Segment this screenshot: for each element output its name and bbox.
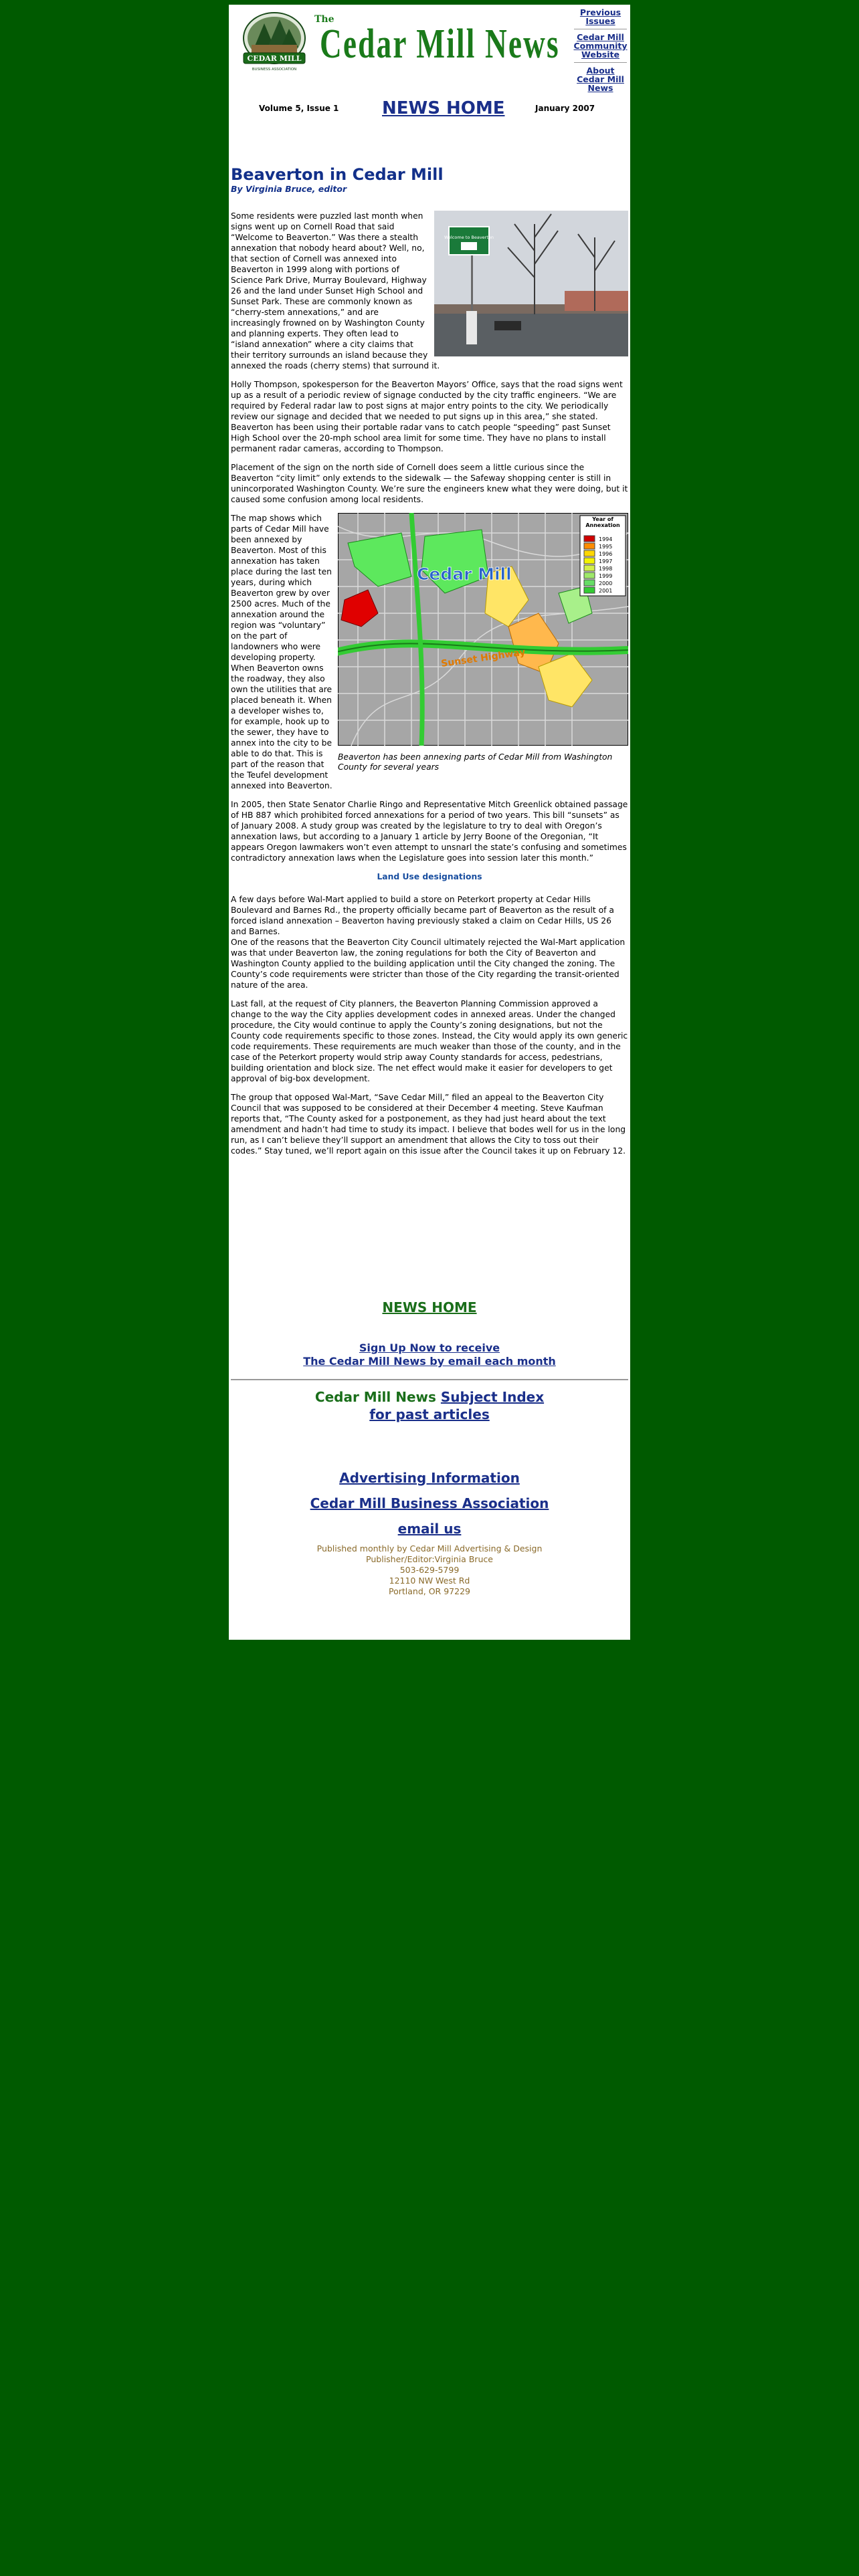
legend-label: 2000 — [599, 580, 613, 586]
legend-label: 1994 — [599, 536, 613, 542]
publisher-info — [231, 1543, 628, 1597]
cedar-mill-logo — [234, 9, 314, 76]
legend-label: 1996 — [599, 551, 613, 557]
pub-line: 12110 NW West Rd — [389, 1576, 470, 1586]
news-home-link-bottom[interactable]: NEWS HOME — [382, 1299, 477, 1315]
subject-index-link-2[interactable]: for past articles — [369, 1406, 490, 1422]
masthead-the: The — [314, 14, 335, 25]
pub-line: Published monthly by Cedar Mill Advertising & Design — [316, 1543, 543, 1553]
nav-about[interactable]: About Cedar Mill News — [577, 66, 624, 93]
pub-line: Portland, OR 97229 — [389, 1586, 470, 1596]
legend-label: 1997 — [599, 558, 613, 564]
legend-swatch — [584, 587, 595, 593]
masthead-title: Cedar Mill News — [320, 21, 560, 67]
email-link[interactable]: email us — [397, 1521, 462, 1537]
legend-swatch — [584, 572, 595, 578]
paragraph: Last fall, at the request of City planners, the Beaverton Planning Commission approved a change to the way the City applies development codes in annexed areas. Under the changed procedure, the City would continue to apply the County’s zoning designations, but not the County code requirements specific to those zones. Instead, the City would apply its own generic code requirements. These requirements are much weaker than those of the county, and in the case of the Peterkort property would strip away County standards for access, pedestrians, building orientation and block size. The net effect would make it easier for developers to get approval of big-box development. — [231, 999, 628, 1083]
logo-text: CEDAR MILL — [247, 54, 302, 63]
nav-previous-issues[interactable]: Previous Issues — [579, 7, 622, 26]
annexation-map-figure — [338, 513, 628, 772]
paragraph: A few days before Wal-Mart applied to build a store on Peterkort property at Cedar Hills Boulevard and Barnes Rd., the property officially became part of Beaverton as the result of a forced island annexation – Beaverton having previously staked a claim on Cedar Hills, US 26 and Barnes. — [231, 895, 614, 936]
paragraph: One of the reasons that the Beaverton City Council ultimately rejected the Wal-Mart application was that under Beaverton law, the zoning regulations for both the City of Beaverton and Washington County applied to the building application until the City changed the zoning. The County’s code requirements were stricter than those of the City regarding the transit-oriented nature of the area. — [231, 938, 626, 990]
paragraph: Some residents were puzzled last month when signs went up on Cornell Road that said “Welcome to Beaverton.” Was there a stealth annexation that nobody heard about? Well, no, that section of Cornell was annexed into Beaverton in 1999 along with portions of Science Park Drive, Murray Boulevard, Highway 26 and the land under Sunset High School and Sunset Park. These are commonly known as “cherry-stem annexations,” and are increasingly frowned on by Washington County and planning experts. They often lead to “island annexation” where a city claims that their territory surrounds an island because they annexed the roads (cherry stems) that surround it. — [231, 211, 440, 370]
business-association-link[interactable]: Cedar Mill Business Association — [310, 1495, 549, 1511]
signup-link-line2[interactable]: The Cedar Mill News by email each month — [303, 1355, 556, 1368]
sign-text: Welcome to Beaverton — [444, 235, 494, 240]
article-title: Beaverton in Cedar Mill — [231, 165, 444, 184]
sign-photo — [434, 211, 628, 356]
legend-swatch — [584, 558, 595, 564]
map-label-cedar-mill: Cedar Mill — [417, 564, 512, 584]
footer — [231, 1299, 628, 1597]
legend-swatch — [584, 565, 595, 571]
paragraph: In 2005, then State Senator Charlie Ringo and Representative Mitch Greenlick obtained passage of HB 887 which prohibited forced annexations for a period of two years. This bill “sunsets” as of January 2008. A study group was created by the legislature to try to deal with Oregon’s annexation laws, but according to a January 1 article by Jerry Boone of the Oregonian, “It appears Oregon lawmakers won’t even attempt to unsnarl the state’s confusing and sometimes contradictory annexation laws when the Legislature goes into session later this month.” — [231, 800, 628, 863]
paragraph: Holly Thompson, spokesperson for the Beaverton Mayors’ Office, says that the road signs went up as a result of a periodic review of signage conducted by the city traffic engineers. “We are required by Federal radar law to post signs at major entry points to the city. We periodically review our signage and decided that we needed to put signs up in this area,” she stated. Beaverton has been using their portable radar vans to catch people “speeding” past Sunset High School over the 20-mph school area limit for some time. They have no plans to install permanent radar cameras, according to Thompson. — [231, 380, 623, 453]
volume-issue: Volume 5, Issue 1 — [259, 104, 339, 113]
map-legend-title: Year of Annexation — [585, 516, 620, 528]
paragraph: The group that opposed Wal-Mart, “Save Cedar Mill,” filed an appeal to the Beaverton City Council that was supposed to be considered at their December 4 meeting. Steve Kaufman reports that, “The County asked for a postponement, as they had just heard about the text amendment and hadn’t had time to study its impact. I believe that bodes well for us in the long run, as I can’t believe they’ll support an amendment that allows the City to toss out their codes.” Stay tuned, we’ll report again on this issue after the Council takes it up on February 12. — [231, 1093, 626, 1156]
map-label-highway: Sunset Highway — [440, 647, 527, 669]
legend-swatch — [584, 580, 595, 586]
logo-subtext: BUSINESS ASSOCIATION — [252, 68, 297, 72]
news-home-link[interactable]: NEWS HOME — [382, 98, 505, 118]
signup-link-line1[interactable]: Sign Up Now to receive — [359, 1341, 500, 1354]
advertising-link[interactable]: Advertising Information — [339, 1470, 520, 1486]
pub-line: Publisher/Editor:Virginia Bruce — [366, 1554, 493, 1564]
paragraph: The map shows which parts of Cedar Mill have been annexed by Beaverton. Most of this annexation has taken place during the last ten years, during which Beaverton grew by over 2500 acres. Much of the annexation around the region was “voluntary” on the part of landowners who were developing property. When Beaverton owns the roadway, they also own the utilities that are placed beneath it. When a developer wishes to, for example, hook up to the sewer, they have to annex into the city to be able to do that. This is part of the reason that the Teufel development annexed into Beaverton. — [231, 514, 332, 790]
subject-index — [231, 1388, 628, 1423]
map-caption: Beaverton has been annexing parts of Cedar Mill from Washington County for several years — [338, 752, 613, 772]
paragraph: Placement of the sign on the north side of Cornell does seem a little curious since the Beaverton “city limit” only extends to the sidewalk — the Safeway shopping center is still in unincorporated Washington County. We’re sure the engineers knew what they were doing, but it caused some confusion among local residents. — [231, 463, 628, 504]
legend-swatch — [584, 536, 595, 542]
annexation-map — [338, 513, 628, 746]
nav-community-website[interactable]: Cedar Mill Community Website — [573, 32, 628, 60]
subject-index-link[interactable]: Subject Index — [440, 1389, 545, 1405]
issue-date: January 2007 — [535, 104, 595, 113]
masthead — [231, 5, 628, 118]
legend-swatch — [584, 550, 595, 556]
legend-label: 2001 — [599, 588, 613, 594]
legend-label: 1999 — [599, 573, 613, 579]
legend-swatch — [584, 543, 595, 549]
page-content — [229, 5, 630, 1640]
footer-divider — [231, 1379, 628, 1380]
article-byline: By Virginia Bruce, editor — [231, 184, 347, 194]
legend-label: 1995 — [599, 544, 613, 550]
subject-prefix: Cedar Mill News — [314, 1389, 436, 1405]
legend-label: 1998 — [599, 566, 613, 572]
pub-line: 503-629-5799 — [399, 1565, 460, 1575]
article — [231, 165, 628, 1164]
subhead: Land Use designations — [377, 872, 482, 881]
top-nav — [571, 7, 630, 96]
